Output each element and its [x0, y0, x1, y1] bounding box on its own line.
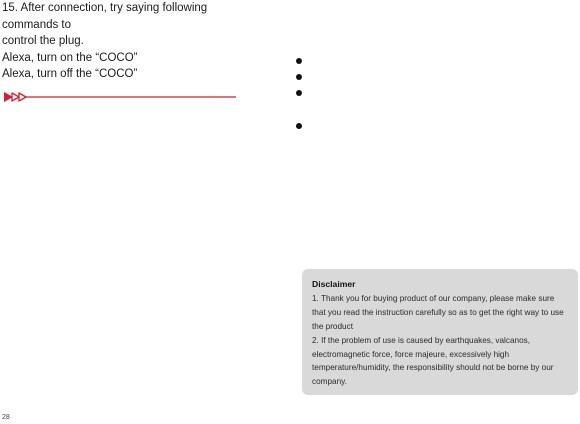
instruction-line: control the plug.: [2, 35, 84, 47]
bullet-dot: [296, 123, 302, 129]
bullet-dot: [296, 58, 302, 64]
page-number: 28: [2, 414, 10, 421]
instruction-line: 15. After connection, try saying following commands to: [2, 2, 208, 31]
disclaimer-item: 1. Thank you for buying product of our company, please make sure that you read the instruction carefully so as to get the right way to use the product: [312, 293, 564, 331]
alexa-command-off: Alexa, turn off the “COCO”: [2, 68, 138, 80]
double-play-arrow-icon: [4, 92, 26, 102]
disclaimer-title: Disclaimer: [312, 279, 356, 289]
disclaimer-item: 2. If the problem of use is caused by earthquakes, valcanos, electromagnetic force, force majeure, excessively high temperature/humidity, the responsibility should not be borne by our company.: [312, 335, 554, 387]
disclaimer-box: [302, 269, 578, 395]
instructions-block: [2, 0, 262, 83]
red-divider: [2, 90, 238, 104]
bullet-dot: [296, 74, 302, 80]
alexa-command-on: Alexa, turn on the “COCO”: [2, 51, 138, 64]
bullet-dot: [296, 90, 302, 96]
